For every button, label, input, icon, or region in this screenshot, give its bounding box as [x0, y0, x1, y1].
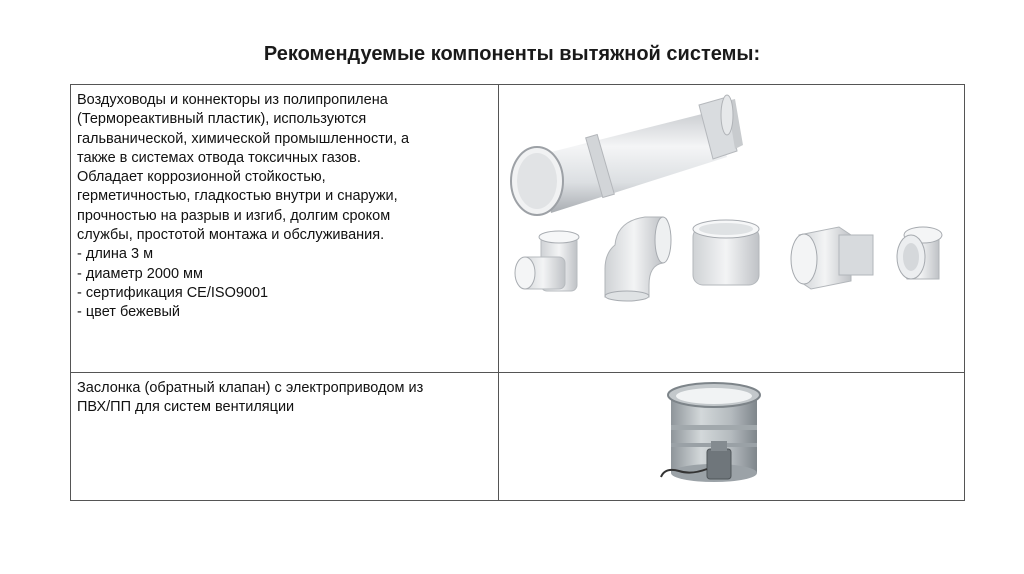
- spec-item: - диаметр 2000 мм: [77, 265, 203, 282]
- table-row: [71, 85, 965, 373]
- components-table: [70, 84, 965, 501]
- elbow-connector: [605, 217, 671, 301]
- description-line: (Термореактивный пластик), используются: [77, 111, 367, 128]
- description-cell: [71, 373, 499, 501]
- table-row: [71, 373, 965, 501]
- valve-image-cell: [499, 373, 965, 501]
- spec-item: - цвет бежевый: [77, 304, 180, 321]
- duct-pipe: [511, 95, 743, 215]
- spec-item: - сертификация CE/ISO9001: [77, 284, 269, 301]
- description-line: ПВХ/ПП для систем вентиляции: [77, 399, 295, 416]
- description-line: Воздуховоды и коннекторы из полипропилена: [77, 92, 388, 108]
- description-line: службы, простотой монтажа и обслуживания.: [77, 227, 385, 244]
- sleeve-coupler: [693, 220, 759, 285]
- description-line: Заслонка (обратный клапан) с электроприводом из: [77, 380, 424, 396]
- description-line: прочностью на разрыв и изгиб, долгим сроком: [77, 207, 391, 224]
- description-line: гальванической, химической промышленности, а: [77, 130, 410, 147]
- check-valve-image: [499, 373, 964, 494]
- page-title: Рекомендуемые компоненты вытяжной системы:: [263, 43, 761, 65]
- description-line: Обладает коррозионной стойкостью,: [77, 169, 326, 186]
- rect-round-adapter: [791, 227, 873, 289]
- spec-item: - длина 3 м: [77, 246, 154, 263]
- duct-components-image: [499, 85, 964, 366]
- description-cell: [71, 85, 499, 373]
- reducer-connector: [897, 227, 942, 279]
- tee-connector: [515, 231, 579, 291]
- description-line: герметичностью, гладкостью внутри и снаружи,: [77, 188, 398, 205]
- duct-image-cell: [499, 85, 965, 373]
- description-line: также в системах отвода токсичных газов.: [77, 149, 361, 166]
